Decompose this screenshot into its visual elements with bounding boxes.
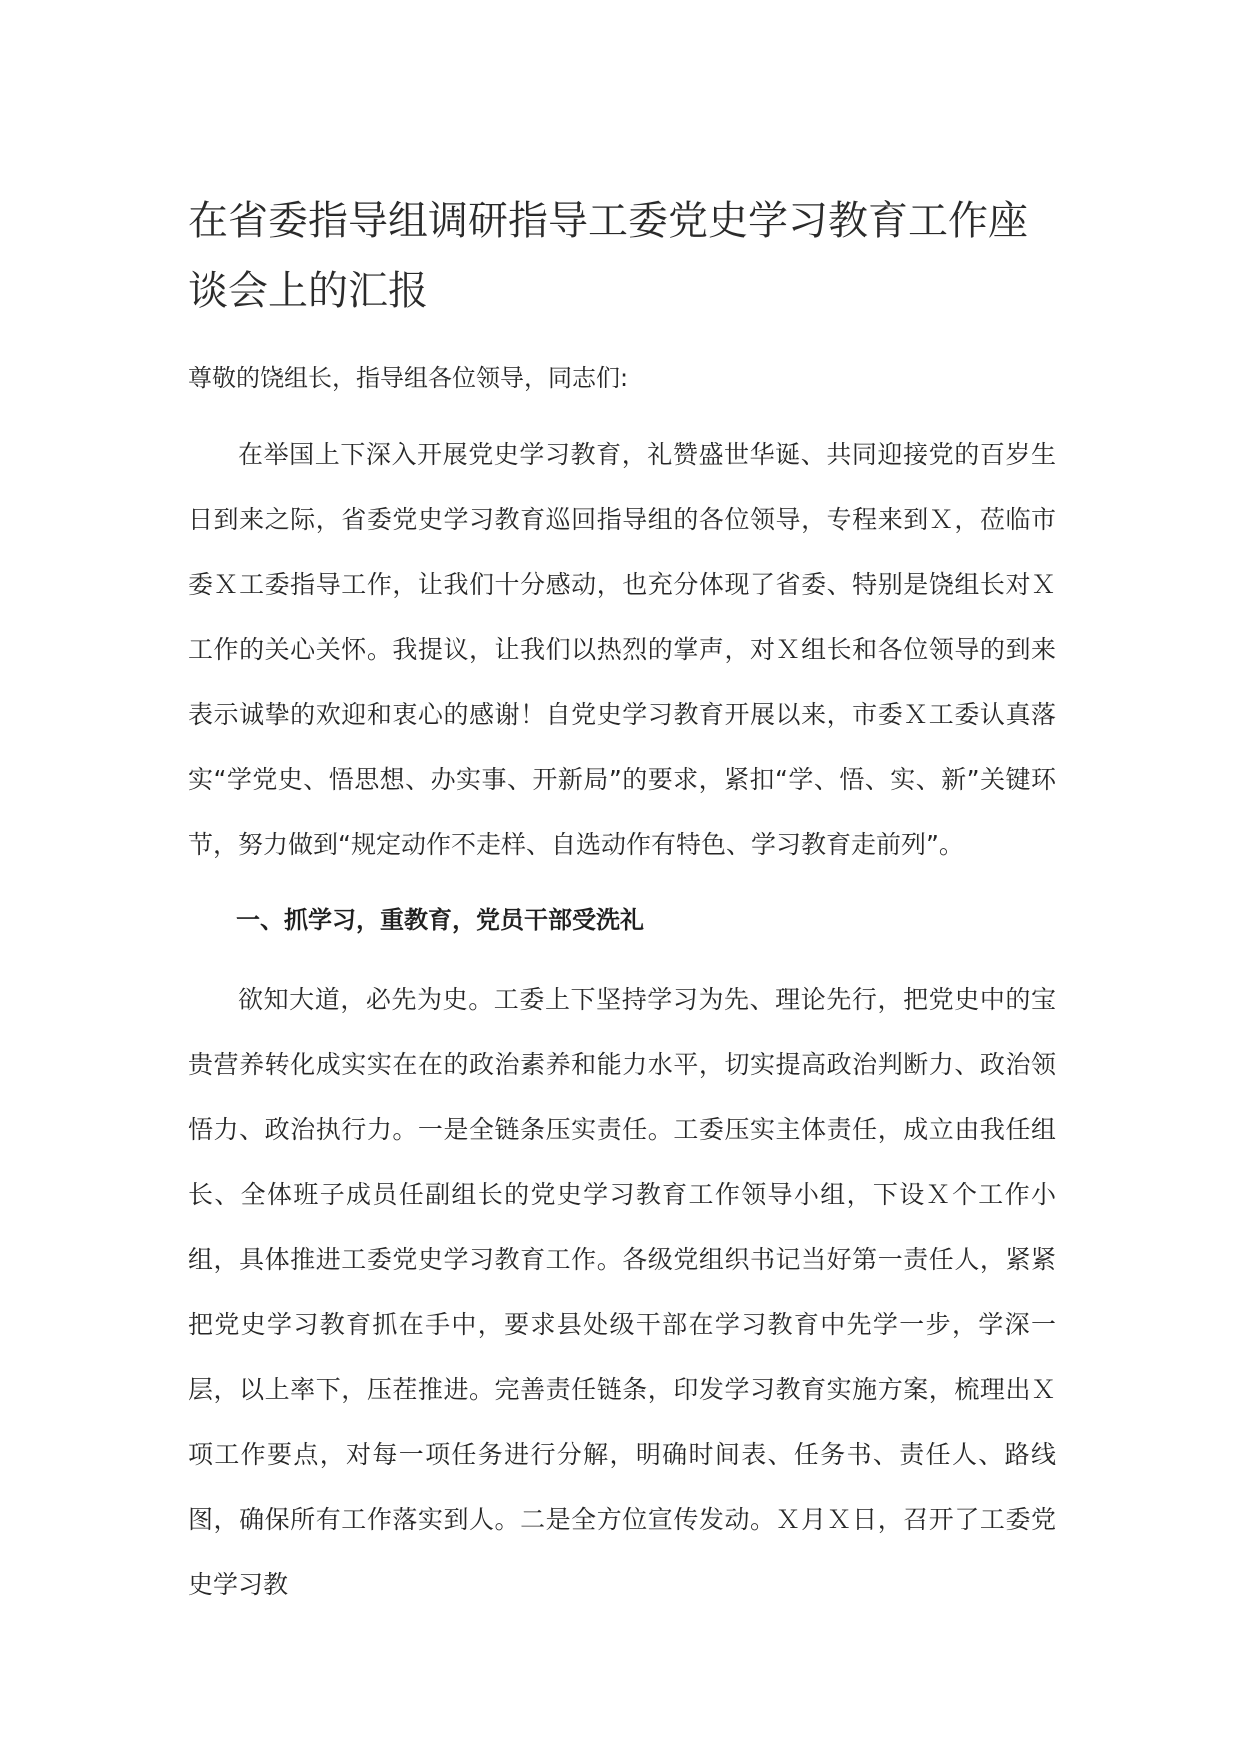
paragraph-intro: 在举国上下深入开展党史学习教育，礼赞盛世华诞、共同迎接党的百岁生日到来之际，省委党史学习教育巡回指导组的各位领导，专程来到Ｘ，莅临市委Ｘ工委指导工作，让我们十分感动，也充分体现了省委、特别是饶组长对Ｘ工作的关心关怀。我提议，让我们以热烈的掌声，对Ｘ组长和各位领导的到来表示诚挚的欢迎和衷心的感谢！自党史学习教育开展以来，市委Ｘ工委认真落实“学党史、悟思想、办实事、开新局”的要求，紧扣“学、悟、实、新”关键环节，努力做到“规定动作不走样、自选动作有特色、学习教育走前列”。 — [188, 440, 1056, 859]
salutation: 尊敬的饶组长，指导组各位领导，同志们: — [188, 364, 629, 392]
section-heading-1: 一、抓学习，重教育，党员干部受洗礼 — [236, 906, 644, 934]
document-title: 在省委指导组调研指导工委党史学习教育工作座谈会上的汇报 — [188, 198, 1028, 314]
paragraph-section-1: 欲知大道，必先为史。工委上下坚持学习为先、理论先行，把党史中的宝贵营养转化成实实在在的政治素养和能力水平，切实提高政治判断力、政治领悟力、政治执行力。一是全链条压实责任。工委压实主体责任，成立由我任组长、全体班子成员任副组长的党史学习教育工作领导小组，下设Ｘ个工作小组，具体推进工委党史学习教育工作。各级党组织书记当好第一责任人，紧紧把党史学习教育抓在手中，要求县处级干部在学习教育中先学一步，学深一层，以上率下，压茬推进。完善责任链条，印发学习教育实施方案，梳理出Ｘ项工作要点，对每一项任务进行分解，明确时间表、任务书、责任人、路线图，确保所有工作落实到人。二是全方位宣传发动。Ｘ月Ｘ日，召开了工委党史学习教 — [188, 985, 1056, 1599]
document-body — [188, 186, 1056, 1617]
